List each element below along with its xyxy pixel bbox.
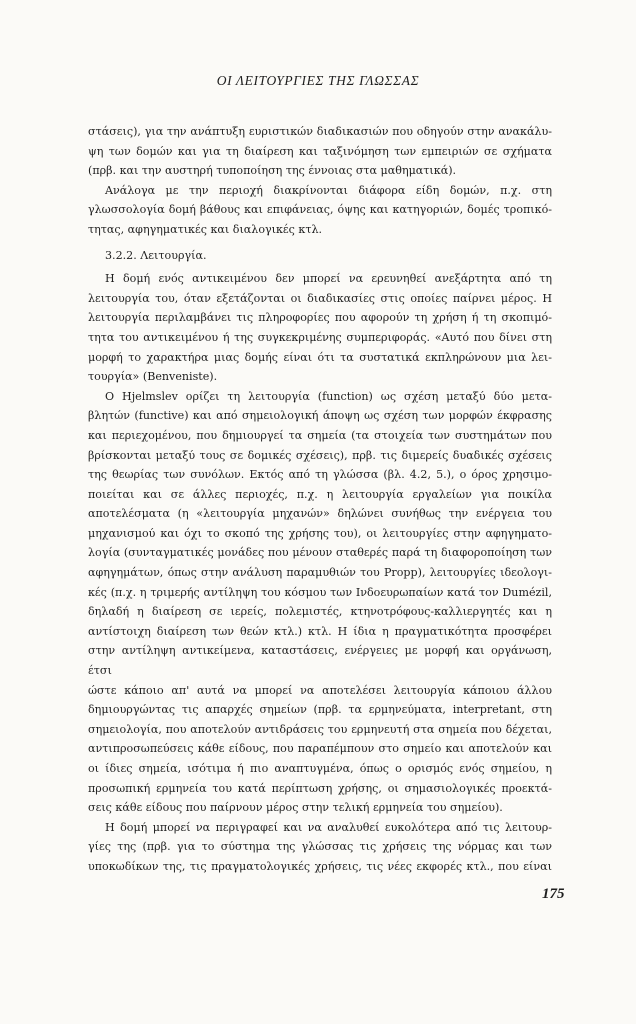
text-line: λειτουργία του, όταν εξετάζονται οι διαδικασίες στις οποίες παίρνει μέρος. Η <box>88 291 552 305</box>
page-number: 175 <box>542 886 565 902</box>
text-line: δημιουργώντας τις απαρχές σημείων (πρβ. τα ερμηνεύματα, interpretant, στη <box>88 703 552 717</box>
text-line: τητα του αντικειμένου ή της συγκεκριμένης συμπεριφοράς. «Αυτό που δίνει στη <box>88 330 552 344</box>
text-line: βρίσκονται μεταξύ τους σε δομικές σχέσεις), πρβ. τις διμερείς δυαδικές σχέσεις <box>88 448 552 462</box>
text-line: στην αντίληψη αντικείμενα, καταστάσεις, ενέργειες με μορφή και οργάνωση, έτσι <box>88 644 552 678</box>
text-line: αποτελέσματα (η «λειτουργία μηχανών» δηλώνει συνήθως την ενέργεια του <box>88 507 552 521</box>
text-line: υποκωδίκων της, τις πραγματολογικές χρήσεις, τις νέες εκφορές κτλ., που είναι <box>88 859 552 873</box>
text-line: ποιείται και σε άλλες περιοχές, π.χ. η λειτουργία εργαλείων για ποικίλα <box>88 487 552 501</box>
text-line: γλωσσολογία δομή βάθους και επιφάνειας, όψης και κατηγοριών, δομές τροπικό- <box>88 203 552 217</box>
text-line: μηχανισμού και όχι το σκοπό της χρήσης του), οι λειτουργίες στην αφηγηματο- <box>88 526 552 540</box>
text-line: σεις κάθε είδους που παίρνουν μέρος στην τελική ερμηνεία του σημείου). <box>88 801 503 815</box>
text-line: σημειολογία, που αποτελούν αντιδράσεις του ερμηνευτή στα σημεία που δέχεται, <box>88 722 552 736</box>
text-line: κές (π.χ. η τριμερής αντίληψη του κόσμου των Ινδοευρωπαίων κατά τον Dumézil, <box>88 585 552 599</box>
text-line: αφηγημάτων, όπως στην ανάλυση παραμυθιών του Propp), λειτουργίες ιδεολογι- <box>88 566 552 580</box>
text-line: λογία (συνταγματικές μονάδες που μένουν σταθερές παρά τη διαφοροποίηση των <box>88 546 552 560</box>
text-line: λειτουργία περιλαμβάνει τις πληροφορίες που αφορούν τη χρήση ή τη σκοπιμό- <box>88 311 552 325</box>
text-line: βλητών (functive) και από σημειολογική άποψη ως σχέση των μορφών έκφρασης <box>88 409 552 423</box>
text-line: στάσεις), για την ανάπτυξη ευριστικών διαδικασιών που οδηγούν στην ανακάλυ- <box>88 125 552 138</box>
text-line: Ο Hjelmslev ορίζει τη λειτουργία (function) ως σχέση μεταξύ δύο μετα- <box>105 389 552 403</box>
text-line: δηλαδή η διαίρεση σε ιερείς, πολεμιστές, κτηνοτρόφους-καλλιεργητές και η <box>88 605 552 619</box>
text-line: ώστε κάποιο απ' αυτά να μπορεί να αποτελέσει λειτουργία κάποιου άλλου <box>88 683 552 697</box>
text-line: προσωπική ερμηνεία του κατά περίπτωση χρήσης, οι σημασιολογικές προεκτά- <box>88 781 552 795</box>
text-line: γίες της (πρβ. για το σύστημα της γλώσσας τις χρήσεις της νόρμας και των <box>88 840 552 854</box>
text-line: (πρβ. και την αυστηρή τυποποίηση της έννοιας στα μαθηματικά). <box>88 164 457 178</box>
text-line: μορφή το χαρακτήρα μιας δομής είναι ότι τα συστατικά εκπληρώνουν μια λει- <box>88 350 552 364</box>
body-text <box>88 122 552 877</box>
text-line: και περιεχομένου, που δημιουργεί τα σημεία (τα στοιχεία των συστημάτων που <box>88 428 552 442</box>
running-header: ΟΙ ΛΕΙΤΟΥΡΓΙΕΣ ΤΗΣ ΓΛΩΣΣΑΣ <box>216 73 420 88</box>
text-line: οι ίδιες σημεία, ισότιμα ή πιο αναπτυγμένα, όπως ο ορισμός ενός σημείου, η <box>88 762 552 775</box>
text-line: αντιπροσωπεύσεις κάθε είδους, που παραπέμπουν στο σημείο και αποτελούν και <box>88 742 552 756</box>
text-line: Η δομή μπορεί να περιγραφεί και να αναλυθεί ευκολότερα από τις λειτουρ- <box>105 820 552 834</box>
section-heading: 3.2.2. Λειτουργία. <box>105 248 207 262</box>
text-line: ψη των δομών και για τη διαίρεση και ταξινόμηση των εμπειριών σε σχήματα <box>88 144 552 158</box>
text-line: αντίστοιχη διαίρεση των θεών κτλ.) κτλ. Η ίδια η πραγματικότητα προσφέρει <box>88 624 552 638</box>
text-line: Η δομή ενός αντικειμένου δεν μπορεί να ερευνηθεί ανεξάρτητα από τη <box>105 272 552 286</box>
text-line: Ανάλογα με την περιοχή διακρίνονται διάφορα είδη δομών, π.χ. στη <box>105 183 552 197</box>
text-line: της θεωρίας των συνόλων. Εκτός από τη γλώσσα (βλ. 4.2, 5.), ο όρος χρησιμο- <box>88 468 552 482</box>
text-line: τουργία» (Benveniste). <box>88 370 218 384</box>
text-line: τητας, αφηγηματικές και διαλογικές κτλ. <box>88 222 323 236</box>
